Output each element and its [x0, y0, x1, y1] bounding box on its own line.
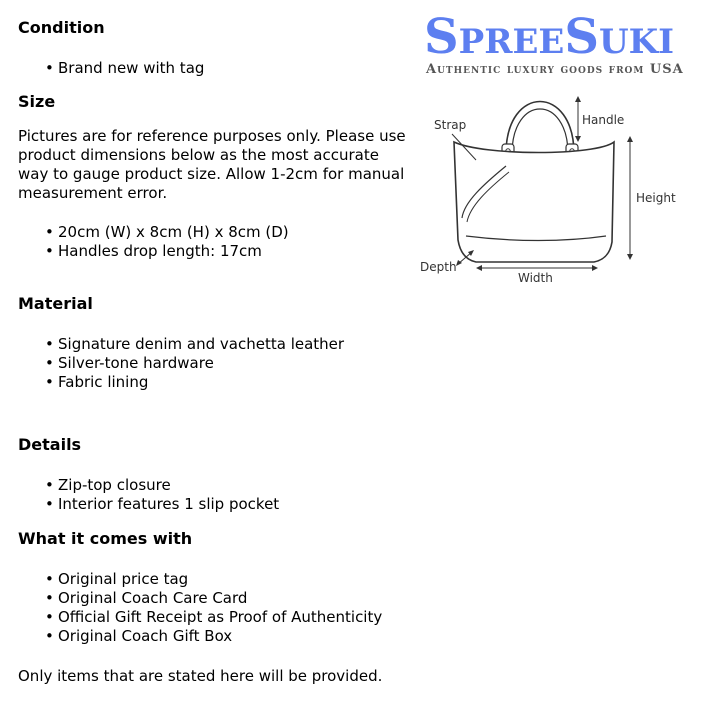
size-heading: Size — [18, 92, 56, 111]
logo-wordmark: SpreeSuki — [424, 9, 675, 65]
details-list — [18, 476, 418, 514]
list-item: • Silver-tone hardware — [45, 354, 418, 373]
size-list — [18, 223, 418, 261]
comes-with-heading: What it comes with — [18, 529, 193, 548]
footer-note: Only items that are stated here will be provided. — [18, 667, 383, 685]
list-item: • Official Gift Receipt as Proof of Authenticity — [45, 608, 418, 627]
depth-label: Depth — [420, 260, 457, 274]
details-heading: Details — [18, 435, 82, 454]
material-heading: Material — [18, 294, 93, 313]
list-item: • Original Coach Care Card — [45, 589, 418, 608]
list-item: • Fabric lining — [45, 373, 418, 392]
bag-body — [454, 142, 614, 262]
condition-heading: Condition — [18, 18, 105, 37]
list-item: • 20cm (W) x 8cm (H) x 8cm (D) — [45, 223, 418, 242]
list-item: • Original Coach Gift Box — [45, 627, 418, 646]
list-item: • Brand new with tag — [45, 59, 418, 78]
comes-with-list — [18, 570, 418, 646]
material-list — [18, 335, 418, 392]
list-item: • Original price tag — [45, 570, 418, 589]
list-item: • Zip-top closure — [45, 476, 418, 495]
product-description — [18, 18, 418, 686]
strap-label: Strap — [434, 118, 467, 132]
list-item: • Signature denim and vachetta leather — [45, 335, 418, 354]
list-item: • Handles drop length: 17cm — [45, 242, 418, 261]
spreesuki-logo — [424, 10, 720, 77]
condition-list — [18, 59, 418, 78]
handle-label: Handle — [582, 113, 625, 127]
bag-handle-inner — [512, 109, 568, 154]
bag-dimension-diagram — [414, 92, 684, 292]
list-item: • Interior features 1 slip pocket — [45, 495, 418, 514]
logo-tagline: Authentic luxury goods from USA — [426, 62, 684, 77]
height-label: Height — [636, 191, 676, 205]
width-label: Width — [518, 271, 553, 285]
size-disclaimer: Pictures are for reference purposes only. Please use product dimensions below as the most accurate way to gauge product size. Allow 1-2cm for manual measurement error. — [18, 127, 406, 202]
